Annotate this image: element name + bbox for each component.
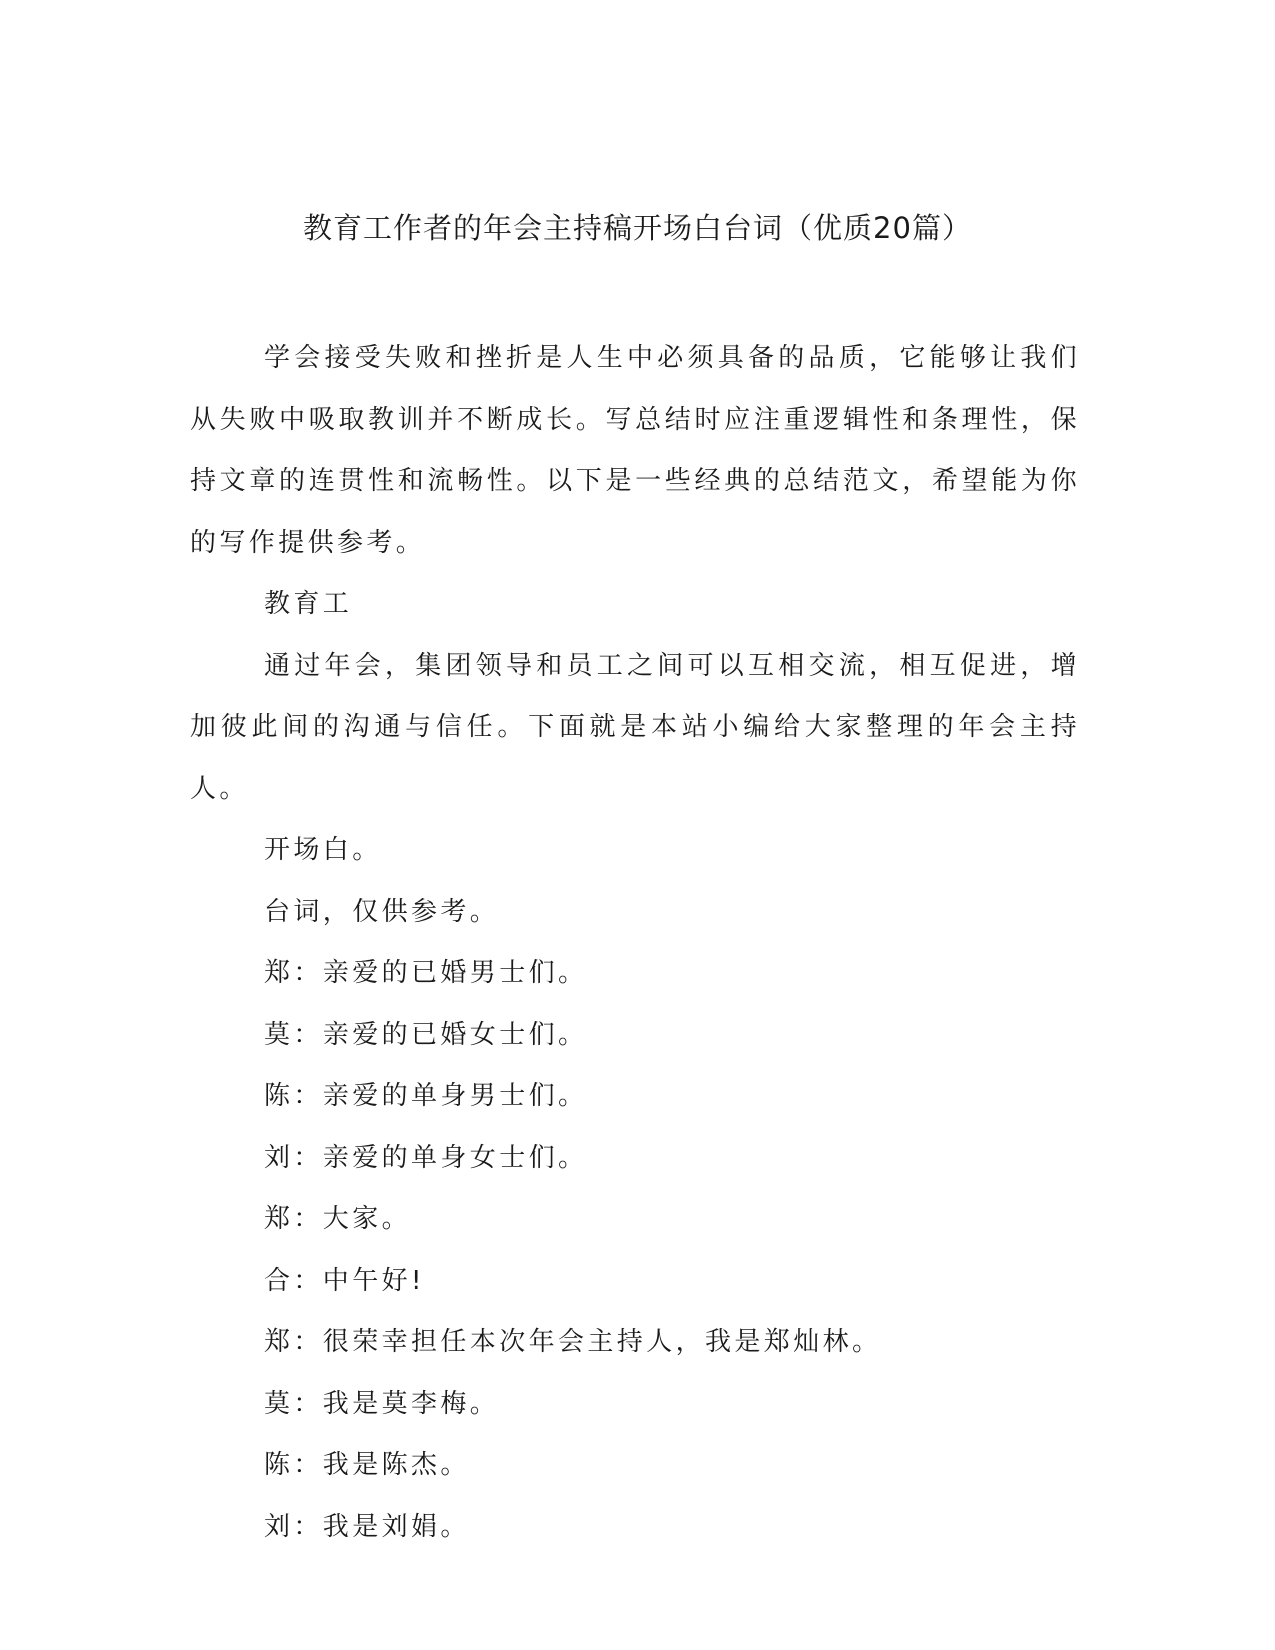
body-paragraph: 台词，仅供参考。 bbox=[264, 896, 500, 927]
dialogue-line: 刘：我是刘娟。 bbox=[264, 1511, 470, 1542]
dialogue-line: 陈：亲爱的单身男士们。 bbox=[264, 1081, 588, 1111]
dialogue-line: 郑：大家。 bbox=[264, 1204, 412, 1234]
body-paragraph: 开场白。 bbox=[264, 835, 382, 865]
dialogue-line: 郑：亲爱的已婚男士们。 bbox=[264, 958, 588, 988]
document-title: 教育工作者的年会主持稿开场白台词（优质20篇） bbox=[303, 211, 972, 245]
dialogue-line: 莫：我是莫李梅。 bbox=[264, 1388, 500, 1419]
dialogue-line: 合：中午好! bbox=[264, 1265, 425, 1296]
document-body bbox=[190, 328, 1080, 1558]
dialogue-line: 莫：亲爱的已婚女士们。 bbox=[264, 1019, 588, 1050]
body-paragraph: 通过年会，集团领导和员工之间可以互相交流，相互促进，增加彼此间的沟通与信任。下面就是本站小编给大家整理的年会主持人。 bbox=[190, 650, 1080, 804]
dialogue-line: 陈：我是陈杰。 bbox=[264, 1450, 470, 1480]
intro-paragraph: 学会接受失败和挫折是人生中必须具备的品质，它能够让我们从失败中吸取教训并不断成长。写总结时应注重逻辑性和条理性，保持文章的连贯性和流畅性。以下是一些经典的总结范文，希望能为你的写作提供参考。 bbox=[190, 343, 1080, 558]
dialogue-line: 刘：亲爱的单身女士们。 bbox=[264, 1142, 588, 1173]
dialogue-line: 郑：很荣幸担任本次年会主持人，我是郑灿林。 bbox=[264, 1327, 882, 1357]
section-heading: 教育工 bbox=[264, 589, 353, 619]
